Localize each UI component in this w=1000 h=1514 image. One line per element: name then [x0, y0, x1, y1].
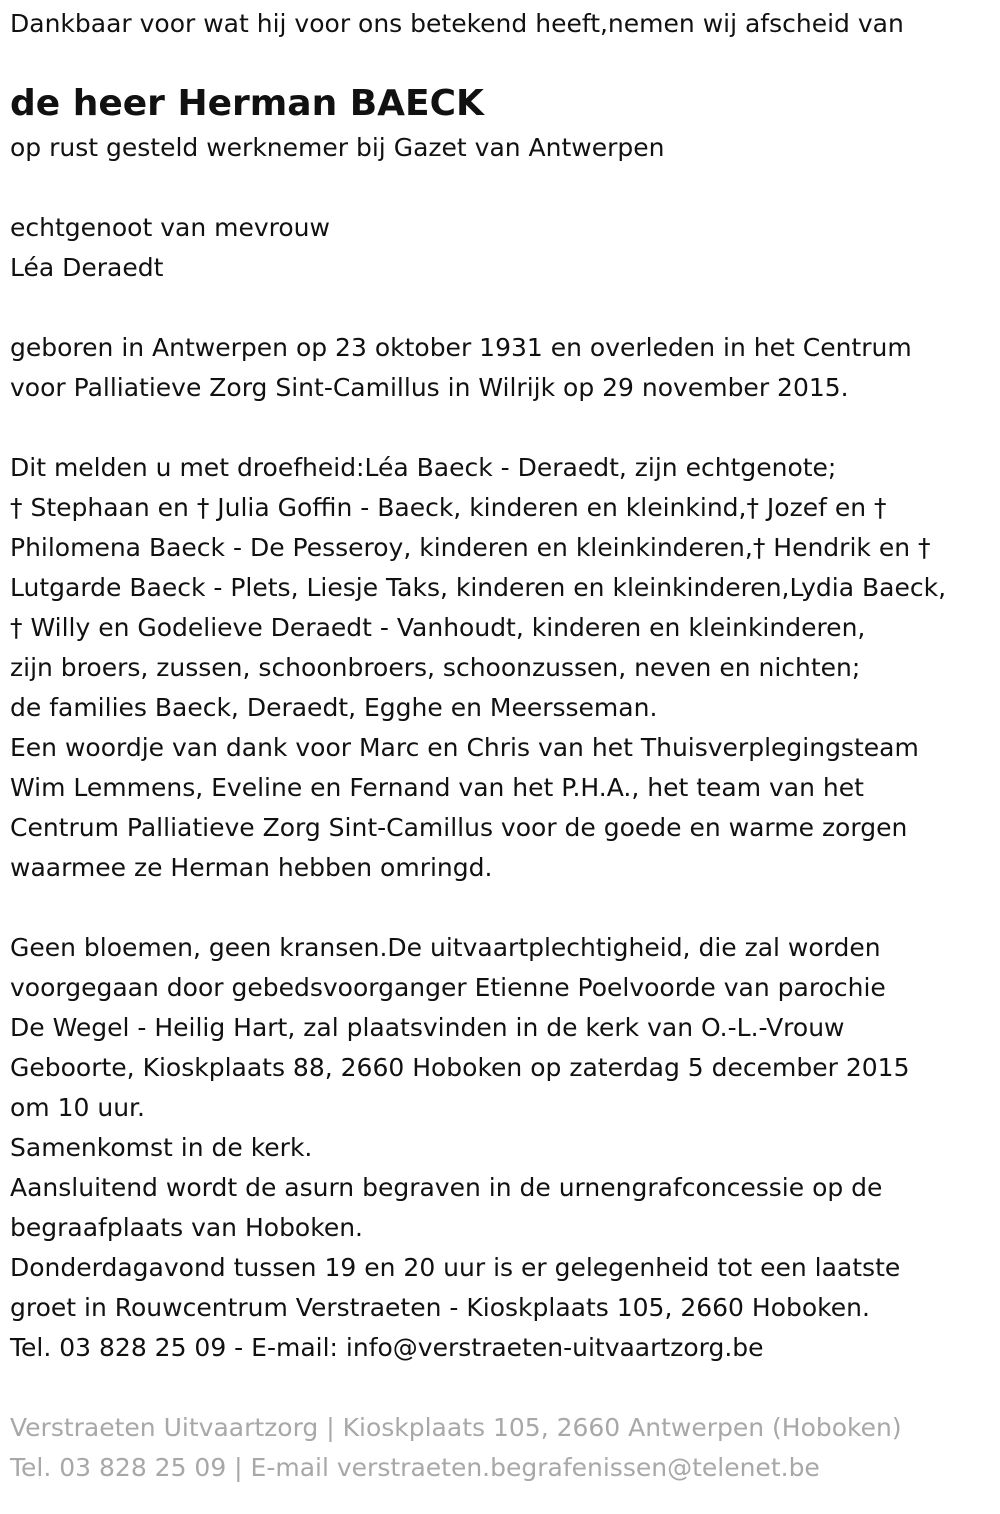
spouse-name: Léa Deraedt — [10, 253, 164, 282]
birth-death-line: geboren in Antwerpen op 23 oktober 1931 en overleden in het Centrum — [10, 333, 912, 362]
spouse-line-1: echtgenoot van mevrouw — [10, 213, 330, 242]
spacer — [10, 168, 990, 208]
family-line: Philomena Baeck - De Pesseroy, kinderen en kleinkinderen,† Hendrik en † — [10, 533, 931, 562]
ceremony-line: Samenkomst in de kerk. — [10, 1133, 313, 1162]
intro-text: Dankbaar voor wat hij voor ons betekend heeft,nemen wij afscheid van — [10, 9, 904, 38]
birth-death-line: voor Palliatieve Zorg Sint-Camillus in Wilrijk op 29 november 2015. — [10, 373, 849, 402]
ceremony-line: voorgegaan door gebedsvoorganger Etienne Poelvoorde van parochie — [10, 973, 886, 1002]
family-line: Lutgarde Baeck - Plets, Liesje Taks, kinderen en kleinkinderen,Lydia Baeck, — [10, 573, 947, 602]
ceremony-line: De Wegel - Heilig Hart, zal plaatsvinden in de kerk van O.-L.-Vrouw — [10, 1013, 845, 1042]
family-line: Dit melden u met droefheid:Léa Baeck - Deraedt, zijn echtgenote; — [10, 453, 837, 482]
footer-address: Verstraeten Uitvaartzorg | Kioskplaats 105, 2660 Antwerpen (Hoboken) — [10, 1413, 902, 1442]
thanks-line: Een woordje van dank voor Marc en Chris van het Thuisverplegingsteam — [10, 733, 919, 762]
ceremony-line: om 10 uur. — [10, 1093, 145, 1122]
family-line: † Willy en Godelieve Deraedt - Vanhoudt, kinderen en kleinkinderen, — [10, 613, 866, 642]
thanks-line: Centrum Palliatieve Zorg Sint-Camillus voor de goede en warme zorgen — [10, 813, 908, 842]
obituary-page — [0, 4, 1000, 1514]
footer-contact: Tel. 03 828 25 09 | E-mail verstraeten.begrafenissen@telenet.be — [10, 1453, 820, 1482]
deceased-name: de heer Herman BAECK — [10, 83, 484, 124]
family-line: de families Baeck, Deraedt, Egghe en Meersseman. — [10, 693, 658, 722]
spacer — [10, 888, 990, 928]
thanks-line: waarmee ze Herman hebben omringd. — [10, 853, 493, 882]
spacer — [10, 288, 990, 328]
ceremony-line: Geen bloemen, geen kransen.De uitvaartplechtigheid, die zal worden — [10, 933, 881, 962]
family-line: † Stephaan en † Julia Goffin - Baeck, kinderen en kleinkind,† Jozef en † — [10, 493, 887, 522]
thanks-line: Wim Lemmens, Eveline en Fernand van het P.H.A., het team van het — [10, 773, 864, 802]
ceremony-line: Aansluitend wordt de asurn begraven in de urnengrafconcessie op de — [10, 1173, 883, 1202]
ceremony-line: groet in Rouwcentrum Verstraeten - Kioskplaats 105, 2660 Hoboken. — [10, 1293, 870, 1322]
ceremony-line: begraafplaats van Hoboken. — [10, 1213, 363, 1242]
spacer — [10, 408, 990, 448]
ceremony-line: Donderdagavond tussen 19 en 20 uur is er gelegenheid tot een laatste — [10, 1253, 901, 1282]
spacer — [10, 1368, 990, 1408]
occupation-text: op rust gesteld werknemer bij Gazet van Antwerpen — [10, 133, 665, 162]
ceremony-line: Geboorte, Kioskplaats 88, 2660 Hoboken op zaterdag 5 december 2015 — [10, 1053, 910, 1082]
contact-line: Tel. 03 828 25 09 - E-mail: info@verstraeten-uitvaartzorg.be — [10, 1333, 764, 1362]
family-line: zijn broers, zussen, schoonbroers, schoonzussen, neven en nichten; — [10, 653, 861, 682]
